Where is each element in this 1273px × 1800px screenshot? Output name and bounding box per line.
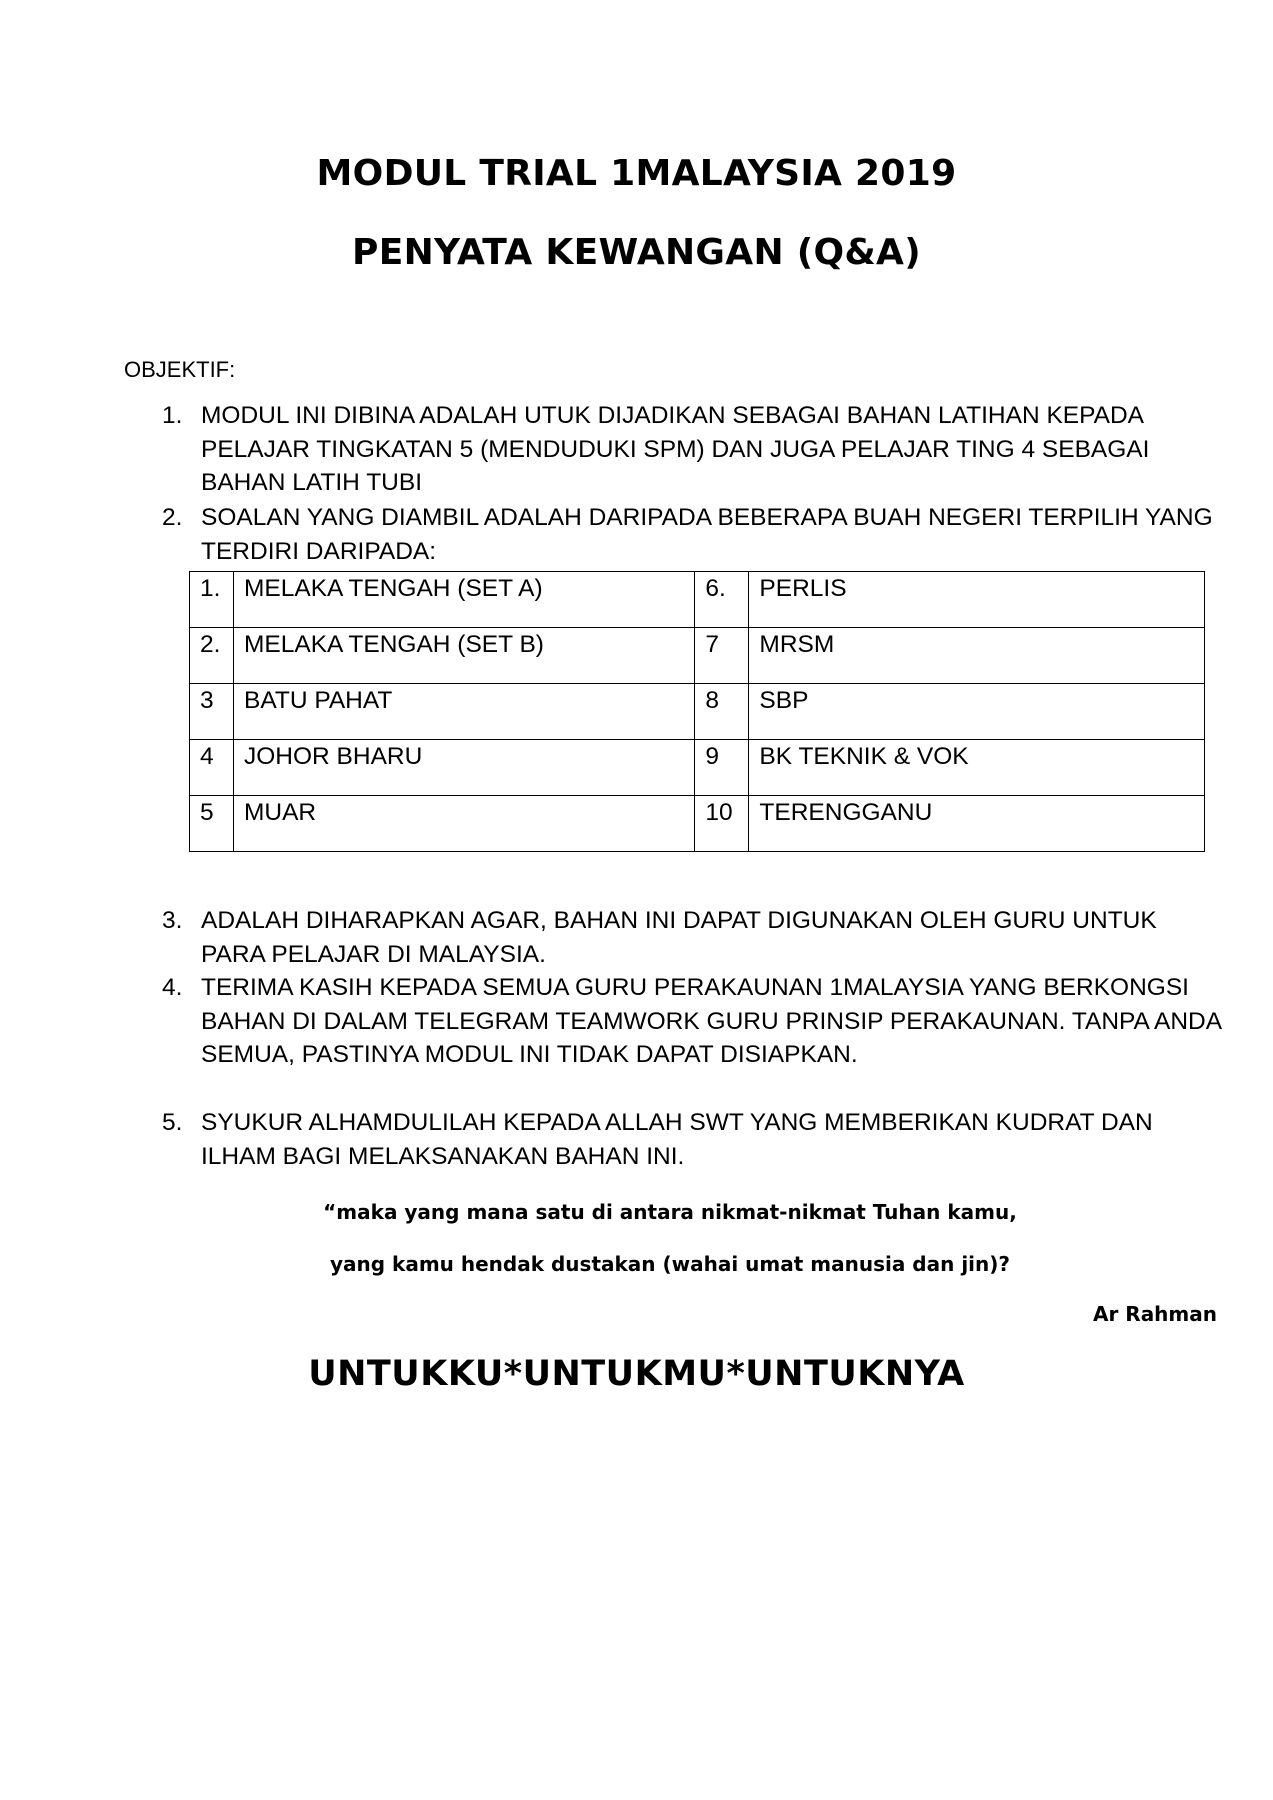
table-cell-region: BATU PAHAT bbox=[233, 684, 694, 740]
table-row bbox=[190, 684, 1205, 740]
list-item bbox=[162, 501, 1222, 568]
table-cell-region: SBP bbox=[749, 684, 1205, 740]
table-cell-region: BK TEKNIK & VOK bbox=[749, 740, 1205, 796]
list-item-text: MODUL INI DIBINA ADALAH UTUK DIJADIKAN SEBAGAI BAHAN LATIHAN KEPADA PELAJAR TINGKATAN 5 (MENDUDUKI SPM) DAN JUGA PELAJAR TING 4 SEBAGAI BAHAN LATIH TUBI bbox=[201, 402, 1150, 496]
table-cell-number: 5 bbox=[190, 796, 234, 852]
list-item-number: 2. bbox=[162, 504, 183, 531]
table-cell-number: 3 bbox=[190, 684, 234, 740]
table-cell-number: 10 bbox=[695, 796, 749, 852]
table-cell-region: MELAKA TENGAH (SET A) bbox=[233, 572, 694, 628]
list-item-text: ADALAH DIHARAPKAN AGAR, BAHAN INI DAPAT DIGUNAKAN OLEH GURU UNTUK PARA PELAJAR DI MALAYSIA. bbox=[201, 907, 1157, 968]
list-item-number: 1. bbox=[162, 402, 183, 429]
table-cell-number: 2. bbox=[190, 628, 234, 684]
objektif-label: OBJEKTIF: bbox=[124, 357, 236, 382]
table-cell-number: 6. bbox=[695, 572, 749, 628]
quote-attribution: Ar Rahman bbox=[1092, 1302, 1217, 1326]
motto: UNTUKKU*UNTUKMU*UNTUKNYA bbox=[308, 1354, 965, 1394]
regions-table bbox=[189, 571, 1205, 852]
list-item-text: SYUKUR ALHAMDULILAH KEPADA ALLAH SWT YANG MEMBERIKAN KUDRAT DAN ILHAM BAGI MELAKSANAKAN BAHAN INI. bbox=[201, 1109, 1153, 1170]
list-item bbox=[162, 399, 1222, 500]
list-item-number: 5. bbox=[162, 1109, 183, 1136]
table-cell-number: 7 bbox=[695, 628, 749, 684]
quote-line-2: yang kamu hendak dustakan (wahai umat manusia dan jin)? bbox=[329, 1252, 1011, 1276]
table-cell-region: JOHOR BHARU bbox=[233, 740, 694, 796]
table-cell-number: 8 bbox=[695, 684, 749, 740]
list-item-text: TERIMA KASIH KEPADA SEMUA GURU PERAKAUNAN 1MALAYSIA YANG BERKONGSI BAHAN DI DALAM TELEGRAM TEAMWORK GURU PRINSIP PERAKAUNAN. TANPA ANDA SEMUA, PASTINYA MODUL INI TIDAK DAPAT DISIAPKAN. bbox=[201, 974, 1221, 1068]
document-subtitle: PENYATA KEWANGAN (Q&A) bbox=[352, 232, 921, 273]
table-cell-region: MRSM bbox=[749, 628, 1205, 684]
document-title: MODUL TRIAL 1MALAYSIA 2019 bbox=[316, 153, 957, 194]
list-item-number: 3. bbox=[162, 907, 183, 934]
table-row bbox=[190, 628, 1205, 684]
quote-line-1: “maka yang mana satu di antara nikmat-nikmat Tuhan kamu, bbox=[323, 1200, 1017, 1224]
table-cell-number: 9 bbox=[695, 740, 749, 796]
table-cell-region: MUAR bbox=[233, 796, 694, 852]
list-item bbox=[162, 904, 1222, 971]
table-cell-number: 4 bbox=[190, 740, 234, 796]
table-cell-number: 1. bbox=[190, 572, 234, 628]
table-cell-region: TERENGGANU bbox=[749, 796, 1205, 852]
table-cell-region: PERLIS bbox=[749, 572, 1205, 628]
table-row bbox=[190, 796, 1205, 852]
list-item-text: SOALAN YANG DIAMBIL ADALAH DARIPADA BEBERAPA BUAH NEGERI TERPILIH YANG TERDIRI DARIPADA: bbox=[201, 504, 1213, 565]
table-row bbox=[190, 740, 1205, 796]
list-item bbox=[162, 1106, 1222, 1173]
list-item-number: 4. bbox=[162, 974, 183, 1001]
table-cell-region: MELAKA TENGAH (SET B) bbox=[233, 628, 694, 684]
table-row bbox=[190, 572, 1205, 628]
list-item bbox=[162, 971, 1222, 1072]
